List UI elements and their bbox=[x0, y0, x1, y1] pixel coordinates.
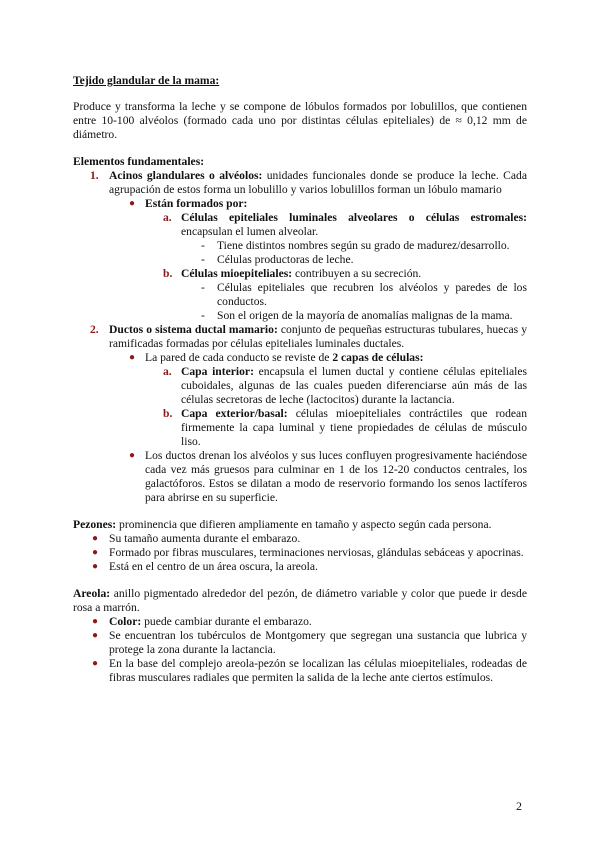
bullet-icon: ● bbox=[92, 533, 99, 544]
dash-marker: - bbox=[201, 309, 205, 322]
bullet-pared-bold: 2 capas de células: bbox=[332, 351, 424, 364]
pezones-bullet-3 bbox=[73, 560, 527, 574]
alpha-marker: a. bbox=[163, 211, 172, 224]
number-marker: 1. bbox=[90, 169, 99, 182]
bullet-icon: ● bbox=[129, 450, 136, 461]
dash-marker: - bbox=[201, 239, 205, 252]
bullet-icon: ● bbox=[92, 630, 99, 641]
areola-term: Areola: bbox=[73, 587, 111, 600]
numbered-item-1 bbox=[73, 169, 527, 197]
item-1-text: unidades funcionales donde se produce la leche. Cada agrupación de estos forma un lobulillo y varios lobulillos forman un lóbulo mamario bbox=[109, 169, 527, 196]
areola-bullet-3 bbox=[73, 657, 527, 685]
elementos-title: Elementos fundamentales: bbox=[73, 155, 205, 168]
pezones-bullet-text: Su tamaño aumenta durante el embarazo. bbox=[109, 532, 301, 545]
pezones-text: prominencia que difieren ampliamente en tamaño y aspecto según cada persona. bbox=[116, 518, 492, 531]
areola-color-text: puede cambiar durante el embarazo. bbox=[141, 615, 312, 628]
bullet-icon: ● bbox=[92, 658, 99, 669]
bullet-formados-text: Están formados por: bbox=[145, 197, 248, 210]
item-2-text: conjunto de pequeñas estructuras tubulares, huecas y ramificadas formadas por células epiteliales luminales ductales. bbox=[109, 323, 527, 350]
dash-item bbox=[73, 309, 527, 323]
alpha-item-2b bbox=[73, 407, 527, 449]
areola-bullet-text: En la base del complejo areola-pezón se localizan las células mioepiteliales, rodeadas de fibras musculares radiales que permiten la salida de la leche ante ciertos estímulos. bbox=[109, 657, 527, 684]
areola-bullet-1 bbox=[73, 615, 527, 629]
bullet-icon: ● bbox=[129, 198, 136, 209]
bullet-icon: ● bbox=[92, 547, 99, 558]
dash-item bbox=[73, 239, 527, 253]
item-1a-term: Células epiteliales luminales alveolares o células estromales: bbox=[181, 211, 527, 224]
alpha-item-2a bbox=[73, 365, 527, 407]
section-title-tejido-glandular: Tejido glandular de la mama: bbox=[73, 74, 220, 87]
areola-text: anillo pigmentado alrededor del pezón, de diámetro variable y color que puede ir desde rosa a marrón. bbox=[73, 587, 527, 614]
document-content bbox=[73, 74, 527, 685]
dash-text: Tiene distintos nombres según su grado de madurez/desarrollo. bbox=[217, 239, 510, 252]
dash-marker: - bbox=[201, 281, 205, 294]
item-1b-text: contribuyen a su secreción. bbox=[292, 267, 422, 280]
alpha-item-1a bbox=[73, 211, 527, 239]
pezones-bullet-1 bbox=[73, 532, 527, 546]
dash-marker: - bbox=[201, 253, 205, 266]
bullet-pared bbox=[73, 351, 527, 365]
dash-item bbox=[73, 253, 527, 267]
page-number: 2 bbox=[516, 799, 522, 813]
alpha-marker: b. bbox=[163, 267, 173, 280]
pezones-paragraph bbox=[73, 518, 527, 532]
alpha-item-1b bbox=[73, 267, 527, 281]
numbered-item-2 bbox=[73, 323, 527, 351]
dash-item bbox=[73, 281, 527, 309]
bullet-icon: ● bbox=[92, 616, 99, 627]
bullet-ductos bbox=[73, 449, 527, 505]
bullet-icon: ● bbox=[92, 561, 99, 572]
areola-color-term: Color: bbox=[109, 615, 142, 628]
dash-text: Células productoras de leche. bbox=[217, 253, 354, 266]
pezones-term: Pezones: bbox=[73, 518, 117, 531]
dash-text: Son el origen de la mayoría de anomalías malignas de la mama. bbox=[217, 309, 513, 322]
bullet-pared-text: La pared de cada conducto se reviste de bbox=[145, 351, 333, 364]
intro-paragraph: Produce y transforma la leche y se compone de lóbulos formados por lobulillos, que contienen entre 10-100 alvéolos (formado cada uno por distintas células epiteliales) de ≈ 0,12 mm de diámetro. bbox=[73, 100, 527, 141]
alpha-marker: a. bbox=[163, 365, 172, 378]
dash-text: Células epiteliales que recubren los alvéolos y paredes de los conductos. bbox=[217, 281, 527, 308]
number-marker: 2. bbox=[90, 323, 99, 336]
pezones-bullet-text: Formado por fibras musculares, terminaciones nerviosas, glándulas sebáceas y apocrinas. bbox=[109, 546, 524, 559]
pezones-bullet-2 bbox=[73, 546, 527, 560]
bullet-ductos-text: Los ductos drenan los alvéolos y sus luces confluyen progresivamente haciéndose cada vez más gruesos para culminar en 1 de los 12-20 conductos centrales, los galactóforos. Estos se dilatan a modo de reservorio formando los senos lactíferos para abrirse en su superficie. bbox=[145, 449, 527, 504]
item-2a-text: encapsula el lumen ductal y contiene células epiteliales cuboidales, algunas de las cuales pueden diferenciarse aún más de las células secretoras de leche (lactocitos) durante la lactancia. bbox=[181, 365, 527, 406]
areola-bullet-text: Se encuentran los tubérculos de Montgomery que segregan una sustancia que lubrica y protege la zona durante la lactancia. bbox=[109, 629, 527, 656]
item-1b-term: Células mioepiteliales: bbox=[181, 267, 293, 280]
item-2b-term: Capa exterior/basal: bbox=[181, 407, 288, 420]
item-2a-term: Capa interior: bbox=[181, 365, 254, 378]
areola-paragraph bbox=[73, 587, 527, 615]
bullet-formados bbox=[73, 197, 527, 211]
areola-bullet-2 bbox=[73, 629, 527, 657]
item-2-term: Ductos o sistema ductal mamario: bbox=[109, 323, 278, 336]
pezones-bullet-text: Está en el centro de un área oscura, la areola. bbox=[109, 560, 318, 573]
bullet-icon: ● bbox=[129, 352, 136, 363]
alpha-marker: b. bbox=[163, 407, 173, 420]
item-1a-text: encapsulan el lumen alveolar. bbox=[181, 225, 319, 238]
item-1-term: Acinos glandulares o alvéolos: bbox=[109, 169, 263, 182]
item-2b-text: células mioepiteliales contráctiles que rodean firmemente la capa luminal y tiene propiedades de células de músculo liso. bbox=[181, 407, 527, 448]
